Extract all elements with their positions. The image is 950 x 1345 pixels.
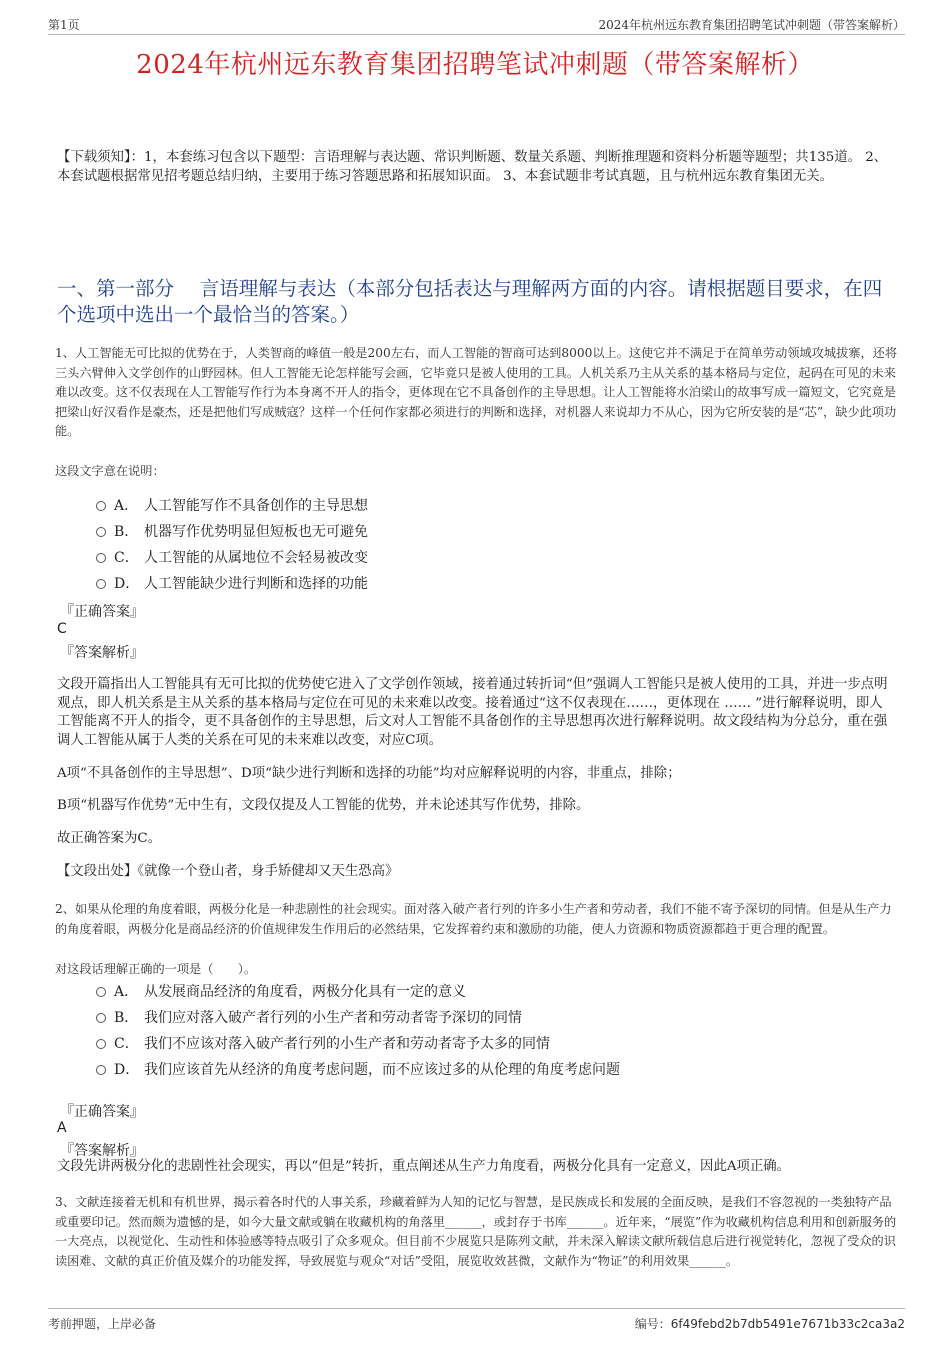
- page-header: [48, 14, 905, 35]
- document-code-label: 编号：: [634, 1317, 671, 1331]
- download-notice: 【下载须知】：1，本套练习包含以下题型：言语理解与表达题、常识判断题、数量关系题、判断推理题和资料分析题等题型；共135道。 2、本套试题根据常见招考题总结归纳，主要用于练习答题思路和拓展知识面。 3、本套试题非考试真题，且与杭州远东教育集团无关。: [57, 150, 888, 184]
- document-title: 2024年杭州远东教育集团招聘笔试冲刺题（带答案解析）: [136, 50, 814, 80]
- question-2-option-d[interactable]: D． 我们应该首先从经济的角度考虑问题，而不应该过多的从伦理的角度考虑问题: [96, 1057, 620, 1083]
- footer-slogan: 考前押题，上岸必备: [48, 1317, 157, 1331]
- radio-icon[interactable]: [96, 1013, 106, 1023]
- radio-icon[interactable]: [96, 527, 106, 537]
- page-number: 第1页: [48, 18, 80, 32]
- question-1-option-c[interactable]: C． 人工智能的从属地位不会轻易被改变: [96, 545, 368, 571]
- document-code: [635, 1315, 905, 1332]
- question-2-option-c[interactable]: C． 我们不应该对落入破产者行列的小生产者和劳动者寄予太多的同情: [96, 1031, 620, 1057]
- question-2-analysis-label: 『答案解析』: [60, 1143, 144, 1159]
- question-1-option-d[interactable]: D． 人工智能缺少进行判断和选择的功能: [96, 571, 368, 597]
- question-2-answer: A: [57, 1120, 67, 1136]
- question-1-analysis-conclusion: 故正确答案为C。: [57, 831, 161, 846]
- question-1-analysis-label: 『答案解析』: [60, 645, 144, 661]
- question-1-analysis-paragraph: B项“机器写作优势”无中生有，文段仅提及人工智能的优势，并未论述其写作优势，排除。: [57, 798, 590, 813]
- question-1-prompt: 这段文字意在说明：: [55, 464, 165, 478]
- question-2-option-a[interactable]: A． 从发展商品经济的角度看，两极分化具有一定的意义: [96, 979, 620, 1005]
- section-title: 一、第一部分 言语理解与表达（本部分包括表达与理解两方面的内容。请根据题目要求，在四个选项中选出一个最恰当的答案。）: [57, 277, 883, 326]
- question-2-option-b[interactable]: B． 我们应对落入破产者行列的小生产者和劳动者寄予深切的同情: [96, 1005, 620, 1031]
- radio-icon[interactable]: [96, 1039, 106, 1049]
- question-1-answer: C: [57, 621, 67, 637]
- question-1-analysis-paragraph: A项“不具备创作的主导思想”、D项“缺少进行判断和选择的功能”均对应解释说明的内容，非重点，排除；: [57, 766, 681, 781]
- radio-icon[interactable]: [96, 553, 106, 563]
- question-2-answer-label: 『正确答案』: [60, 1104, 144, 1120]
- radio-icon[interactable]: [96, 1065, 106, 1075]
- question-1-options: [96, 493, 368, 597]
- question-2-options: [96, 979, 620, 1083]
- document-code-value: 6f49febd2b7db5491e7671b33c2ca3a2: [670, 1317, 905, 1331]
- question-3-text: 3、文献连接着无机和有机世界，揭示着各时代的人事关系，珍藏着鲜为人知的记忆与智慧，是民族成长和发展的全面反映，是我们不容忽视的一类独特产品或重要印记。然而颇为遗憾的是，如今大量文献或躺在收藏机构的角落里______，或封存于书库______。近年来，“展览”作为收藏机构信息利用和创新服务的一大亮点，以视觉化、生动性和体验感等特点吸引了众多观众。但目前不少展览只是陈列文献，并未深入解读文献所载信息后进行视觉转化，忽视了受众的识读困难、文献的真正价值及媒介的功能发挥，导致展览与观众“对话”受阻，展览收效甚微，文献作为“物证”的利用效果______。: [55, 1195, 897, 1268]
- question-1-option-a[interactable]: A． 人工智能写作不具备创作的主导思想: [96, 493, 368, 519]
- question-1-source: 【文段出处】《就像一个登山者，身手矫健却又天生恐高》: [57, 864, 399, 879]
- question-2-analysis: 文段先讲两极分化的悲剧性社会现实，再以“但是”转折，重点阐述从生产力角度看，两极分化具有一定意义，因此A项正确。: [57, 1159, 791, 1174]
- radio-icon[interactable]: [96, 579, 106, 589]
- question-1-text: 1、人工智能无可比拟的优势在于，人类智商的峰值一般是200左右，而人工智能的智商可达到8000以上。这使它并不满足于在简单劳动领域攻城拔寨，还将三头六臂伸入文学创作的山野园林。但人工智能无论怎样能写会画，它毕竟只是被人使用的工具。人机关系乃主从关系的基本格局与定位，起码在可见的未来难以改变。这不仅表现在人工智能写作行为本身离不开人的指令，更体现在它不具备创作的主导思想。让人工智能将水泊梁山的故事写成一篇短文，它究竟是把梁山好汉看作是豪杰，还是把他们写成贼寇？这样一个任何作家都必须进行的判断和选择，对机器人来说却力不从心，因为它所安装的是“芯”，缺少此项功能。: [55, 346, 898, 438]
- question-1-option-b[interactable]: B． 机器写作优势明显但短板也无可避免: [96, 519, 368, 545]
- radio-icon[interactable]: [96, 501, 106, 511]
- header-doc-title: 2024年杭州远东教育集团招聘笔试冲刺题（带答案解析）: [598, 18, 905, 32]
- question-1-answer-label: 『正确答案』: [60, 604, 144, 620]
- question-2-prompt: 对这段话理解正确的一项是（ ）。: [55, 962, 257, 976]
- question-1-analysis-paragraph: 文段开篇指出人工智能具有无可比拟的优势使它进入了文学创作领域，接着通过转折词“但”强调人工智能只是被人使用的工具，并进一步点明观点，即人机关系是主从关系的基本格局与定位在可见的未来难以改变。接着通过“这不仅表现在……，更体现在 …… ”进行解释说明，即人工智能离不开人的指令，更不具备创作的主导思想，后文对人工智能不具备创作的主导思想再次进行解释说明。故文段结构为分总分，重在强调人工智能从属于人类的关系在可见的未来难以改变，对应C项。: [57, 677, 888, 748]
- question-2-text: 2、如果从伦理的角度着眼，两极分化是一种悲剧性的社会现实。面对落入破产者行列的许多小生产者和劳动者，我们不能不寄予深切的同情。但是从生产力的角度着眼，两极分化是商品经济的价值规律发生作用后的必然结果，它发挥着约束和激励的功能，使人力资源和物质资源都趋于更合理的配置。: [55, 902, 892, 936]
- page-footer: [48, 1308, 905, 1331]
- radio-icon[interactable]: [96, 987, 106, 997]
